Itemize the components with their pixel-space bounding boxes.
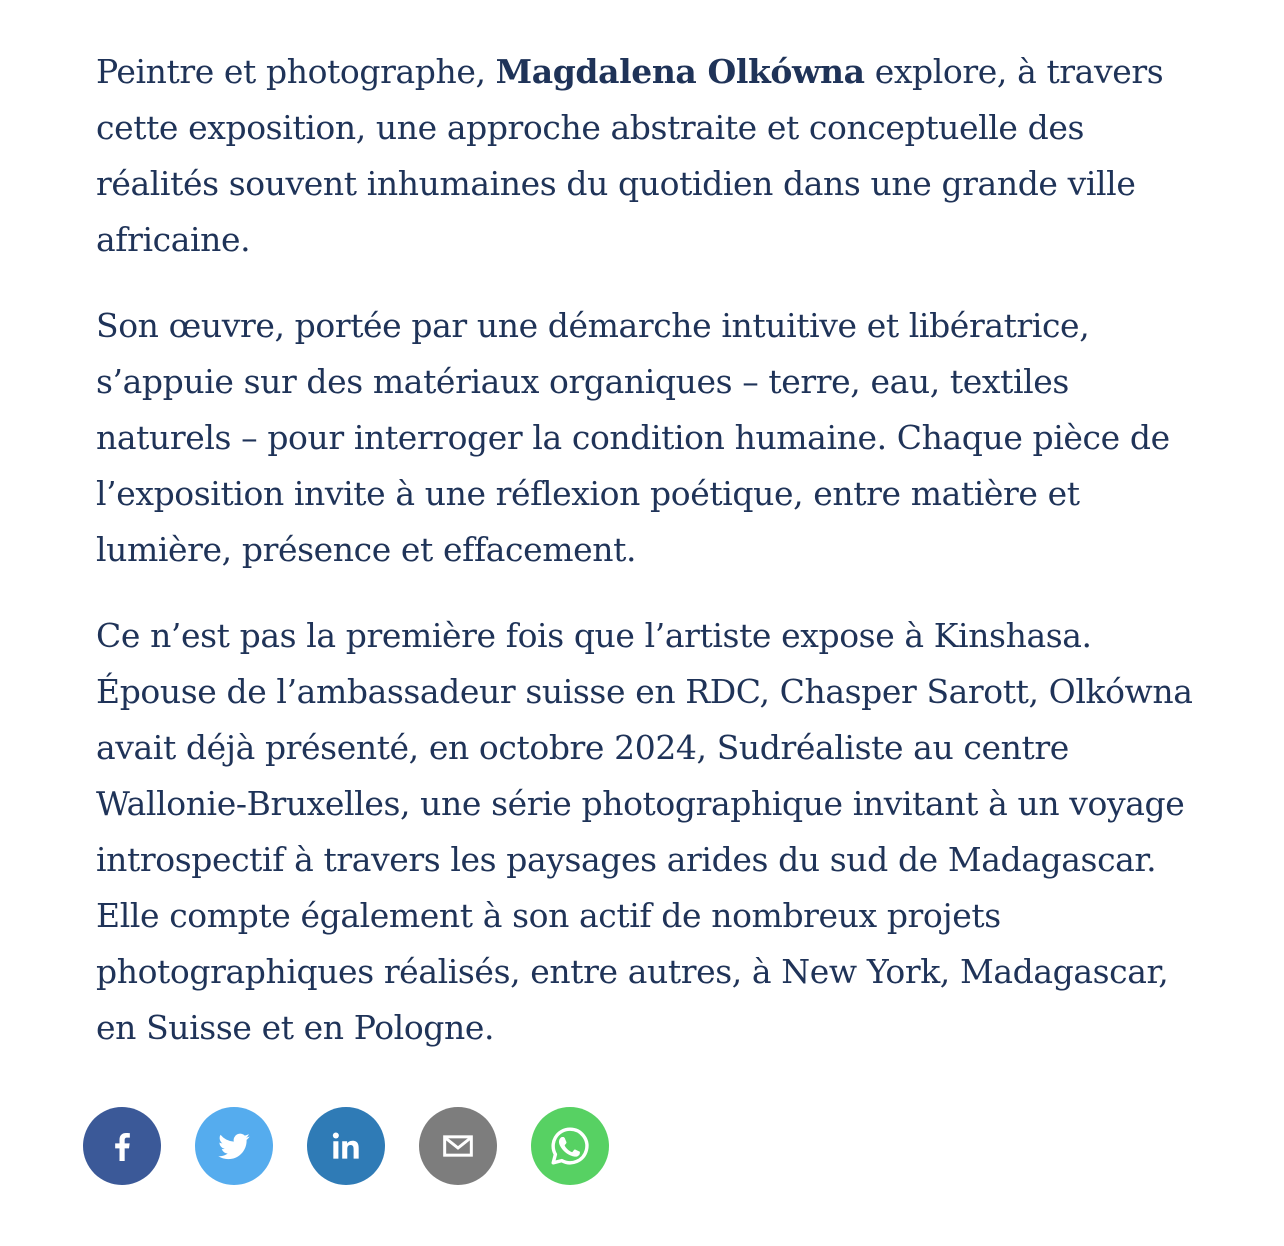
whatsapp-icon (546, 1122, 594, 1170)
intro-text: Peintre et photographe, (96, 52, 496, 91)
share-facebook-button[interactable] (83, 1107, 161, 1185)
paragraph-background: Ce n’est pas la première fois que l’artiste expose à Kinshasa. Épouse de l’ambassadeur suisse en RDC, Chasper Sarott, Olkówna avait déjà présenté, en octobre 2024, Sudréaliste au centre Wallonie-Bruxelles, une série photographique invitant à un voyage introspectif à travers les paysages arides du sud de Madagascar. Elle compte également à son actif de nombreux projets photographiques réalisés, entre autres, à New York, Madagascar, en Suisse et en Pologne. (96, 616, 1193, 1047)
article-body (96, 44, 1206, 1086)
email-icon (438, 1126, 478, 1166)
artist-name: Magdalena Olkówna (495, 52, 865, 91)
linkedin-icon (327, 1127, 365, 1165)
paragraph-materials: Son œuvre, portée par une démarche intuitive et libératrice, s’appuie sur des matériaux organiques – terre, eau, textiles naturels – pour interroger la condition humaine. Chaque pièce de l’exposition invite à une réflexion poétique, entre matière et lumière, présence et effacement. (96, 306, 1170, 569)
intro-text-continued: explore, à travers cette exposition, une approche abstraite et conceptuelle des réalités souvent inhumaines du quotidien dans une grande ville africaine. (96, 52, 1164, 259)
twitter-icon (213, 1125, 255, 1167)
share-whatsapp-button[interactable] (531, 1107, 609, 1185)
share-bar (83, 1107, 609, 1185)
paragraph-intro (96, 44, 1206, 268)
share-linkedin-button[interactable] (307, 1107, 385, 1185)
facebook-icon (102, 1126, 142, 1166)
share-email-button[interactable] (419, 1107, 497, 1185)
share-twitter-button[interactable] (195, 1107, 273, 1185)
